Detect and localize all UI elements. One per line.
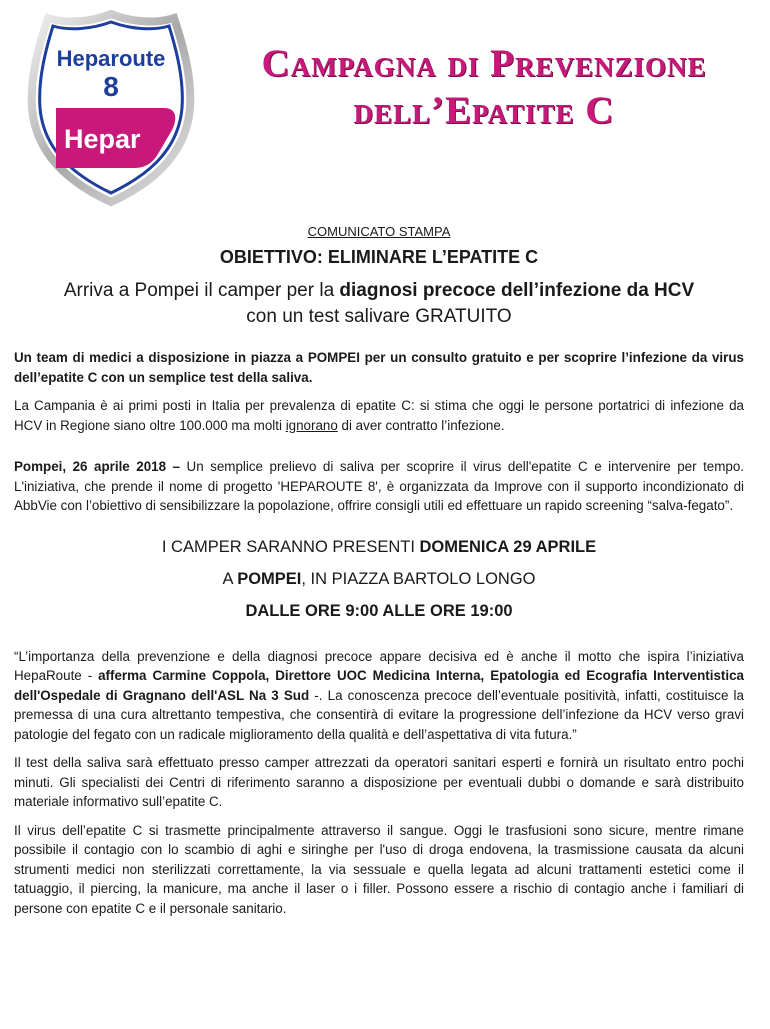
paragraph-saliva-test: Il test della saliva sarà effettuato presso camper attrezzati da operatori sanitari esperti e fornirà un risultato entro pochi minuti. Gli specialisti dei Centri di riferimento saranno a disposizione per eventuali dubbi o domande e sarà distribuito materiale informativo sull’epatite C. [14,755,744,809]
quote-a: “L’importanza della prevenzione e della diagnosi precoce appare decisiva ed è anche il motto che ispira l’iniziativa HepaRoute - [14,648,744,683]
campaign-title [214,40,754,134]
press-release-body [14,224,744,927]
dateline: Pompei, 26 aprile 2018 – [14,459,181,474]
heparoute-logo [26,8,196,208]
subhead-part-2: con un test salivare GRATUITO [246,306,512,327]
event-line-date [14,538,744,557]
logo-text-heparoute: Heparoute [56,46,166,71]
quote-attribution: afferma Carmine Coppola, Direttore UOC Medicina Interna, Epatologia ed Ecografia Interventistica dell'Ospedale di Gragnano dell'ASL Na 3 Sud [14,668,744,703]
subheadline [14,278,744,330]
event-date: DOMENICA 29 APRILE [419,537,597,556]
subhead-part-1: Arriva a Pompei il camper per la [63,280,340,301]
title-line-1: Campagna di Prevenzione [261,42,707,85]
prevalence-underlined: ignorano [285,417,338,433]
initiative-text: Un semplice prelievo di saliva per scoprire il virus dell'epatite C e intervenire per tempo. L'iniziativa, che prende il nome di progetto 'HEPAROUTE 8', è organizzata da Improve con il supporto incondizionato di AbbVie con l’obiettivo di sensibilizzare la popolazione, offrire consigli utili ed effettuare un rapido screening “salva-fegato”. [14,459,745,513]
prevalence-tail: di aver contratto l’infezione. [337,417,505,433]
paragraph-initiative [14,457,744,516]
lead-paragraph: Un team di medici a disposizione in piazza a POMPEI per un consulto gratuito e per scoprire l’infezione da virus dell’epatite C con un semplice test della saliva. [14,350,744,385]
paragraph-prevalence [14,396,744,435]
quote-b: -. La conoscenza precoce dell’eventuale positività, infatti, costituisce la premessa di una cura altrettanto tempestiva, che consentirà di evitare la progressione dell’infezione da HCV verso gravi patologie del fegato con un radicale miglioramento della qualità e dell’aspettativa di vita futura.” [14,687,744,742]
paragraph-quote [14,647,744,745]
subhead-bold: diagnosi precoce dell’infezione da HCV [339,280,695,301]
logo-text-number: 8 [103,71,119,102]
event-line2-c: , IN PIAZZA BARTOLO LONGO [301,569,536,588]
event-line2-a: A [222,569,238,588]
prevalence-text: La Campania è ai primi posti in Italia per prevalenza di epatite C: si stima che oggi le persone portatrici di infezione da HCV in Regione siano oltre 100.000 ma molti [14,398,744,433]
event-line-hours: DALLE ORE 9:00 ALLE ORE 19:00 [245,601,513,620]
event-line1-a: I CAMPER SARANNO PRESENTI [161,537,420,556]
headline: OBIETTIVO: ELIMINARE L’EPATITE C [219,247,539,267]
logo-text-hepar: Hepar [64,124,141,154]
title-line-2: dell’Epatite C [353,89,615,132]
event-city: POMPEI [237,569,302,588]
press-release-kicker: COMUNICATO STAMPA [307,224,451,239]
paragraph-transmission: Il virus dell’epatite C si trasmette principalmente attraverso il sangue. Oggi le trasfusioni sono sicure, mentre rimane possibile il contagio con lo scambio di aghi e siringhe per l'uso di droga endovena, la trasmissione causata da alcuni strumenti medici non sterilizzati correttamente, la via sessuale e quella legata ad alcuni trattamenti estetici come il tatuaggio, il piercing, la manicure, ma anche il laser o i filler. Possono essere a rischio di contagio anche i familiari di persone con epatite C e il personale sanitario. [14,822,744,916]
event-line-place [14,570,744,589]
